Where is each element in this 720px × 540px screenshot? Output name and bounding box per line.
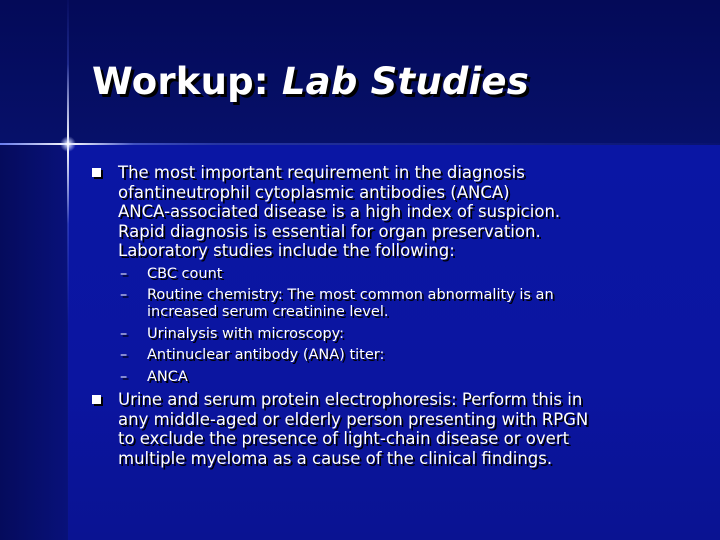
- dash-marker: –: [120, 265, 128, 282]
- sub-item: [120, 326, 692, 343]
- bullet-line: multiple myeloma as a cause of the clinical findings.: [118, 448, 553, 468]
- bullet-line: ANCA-associated disease is a high index of suspicion.: [118, 202, 561, 221]
- bullet-item: [92, 163, 692, 261]
- sub-item-line: Antinuclear antibody (ANA) titer:: [147, 347, 385, 363]
- sub-item-line: Urinalysis with microscopy:: [147, 325, 345, 342]
- dash-marker: –: [120, 287, 128, 303]
- dash-marker: –: [120, 325, 128, 342]
- dash-marker: –: [120, 347, 128, 363]
- sub-item: [120, 266, 692, 283]
- dash-marker: –: [120, 368, 128, 385]
- bullet-line: Rapid diagnosis is essential for organ preservation.: [118, 221, 541, 241]
- sub-item-line: increased serum creatinine level.: [147, 304, 389, 320]
- bullet-line: to exclude the presence of light-chain disease or overt: [118, 429, 570, 448]
- slide-title: [92, 58, 529, 106]
- square-bullet-icon: [92, 395, 101, 404]
- sub-item: [120, 287, 692, 321]
- sub-item-line: CBC count: [147, 265, 223, 282]
- sub-item-line: ANCA: [147, 368, 188, 385]
- title-prefix: Workup:: [92, 60, 282, 103]
- left-margin-background: [0, 145, 68, 540]
- square-bullet-icon: [92, 168, 101, 177]
- sub-item: [120, 347, 692, 364]
- sub-item-line: Routine chemistry: The most common abnormality is an: [147, 287, 554, 303]
- sub-list: [120, 266, 692, 386]
- sub-item: [120, 369, 692, 386]
- bullet-line: ofantineutrophil cytoplasmic antibodies (ANCA): [118, 182, 510, 202]
- bullet-line: Urine and serum protein electrophoresis: Perform this in: [118, 390, 583, 409]
- bullet-item: [92, 390, 692, 468]
- bullet-line: any middle-aged or elderly person presenting with RPGN: [118, 409, 589, 429]
- title-emphasis: Lab Studies: [281, 60, 529, 103]
- bullet-line: The most important requirement in the diagnosis: [118, 163, 525, 182]
- slide-content: [92, 163, 692, 468]
- bullet-line: Laboratory studies include the following:: [118, 241, 455, 260]
